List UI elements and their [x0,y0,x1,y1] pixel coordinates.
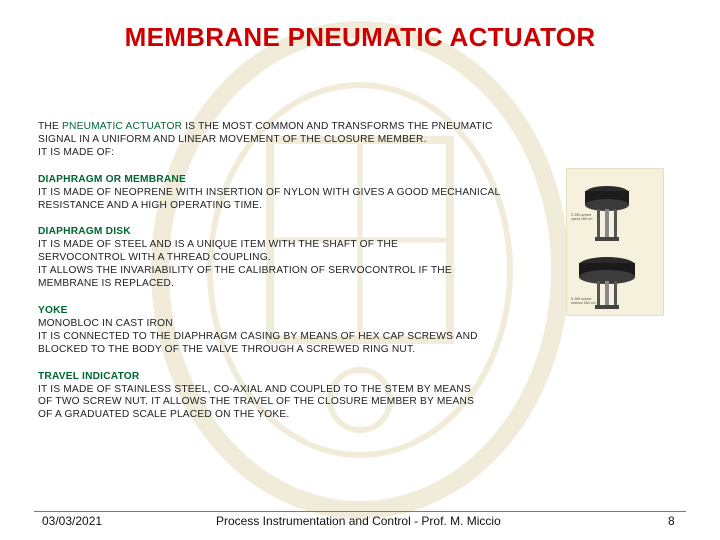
slide-body [38,121,538,436]
caption-line: sezione 564 cm [571,301,596,305]
slide-title: MEMBRANE PNEUMATIC ACTUATOR [124,22,596,52]
actuator-photo [566,168,664,316]
section-diaphragm [38,174,538,213]
photo-caption-bottom [571,297,596,305]
section-line: BLOCKED TO THE BODY OF THE VALVE THROUGH A SCREWED RING NUT. [38,343,416,355]
section-travel-indicator [38,371,538,423]
footer-page-number: 8 [668,514,675,528]
photo-caption-top [571,213,592,221]
caption-line: opera 285 cm [571,217,593,221]
section-heading: DIAPHRAGM OR MEMBRANE [38,173,186,185]
caption-line: S 285 azione [571,297,592,301]
footer-course: Process Instrumentation and Control - Prof. M. Miccio [216,514,501,528]
intro-rest: IS THE MOST COMMON AND TRANSFORMS THE PNEUMATIC [182,121,493,132]
section-line: OF TWO SCREW NUT. IT ALLOWS THE TRAVEL OF THE CLOSURE MEMBER BY MEANS [38,396,475,408]
intro-line: IT IS MADE OF: [38,146,115,158]
intro-paragraph [38,121,538,160]
section-line: IT ALLOWS THE INVARIABILITY OF THE CALIBRATION OF SERVOCONTROL IF THE [38,265,452,277]
section-line: OF A GRADUATED SCALE PLACED ON THE YOKE. [38,409,290,421]
section-line: IT IS MADE OF STEEL AND IS A UNIQUE ITEM WITH THE SHAFT OF THE [38,239,398,251]
section-line: IT IS CONNECTED TO THE DIAPHRAGM CASING BY MEANS OF HEX CAP SCREWS AND [38,330,478,342]
intro-lead: THE [38,121,63,132]
intro-line: SIGNAL IN A UNIFORM AND LINEAR MOVEMENT OF THE CLOSURE MEMBER. [38,133,427,145]
section-heading: YOKE [38,304,68,316]
footer-divider [34,511,686,512]
footer-date: 03/03/2021 [42,514,103,528]
section-line: SERVOCONTROL WITH A THREAD COUPLING. [38,252,271,264]
section-yoke [38,305,538,357]
section-diaphragm-disk [38,226,538,291]
section-heading: TRAVEL INDICATOR [38,370,140,382]
section-line: IT IS MADE OF NEOPRENE WITH INSERTION OF NYLON WITH GIVES A GOOD MECHANICAL [38,186,501,198]
caption-line: S 285 azione [571,213,592,217]
section-line: MONOBLOC IN CAST IRON [38,317,173,329]
section-line: IT IS MADE OF STAINLESS STEEL, CO-AXIAL AND COUPLED TO THE STEM BY MEANS [38,383,471,395]
section-heading: DIAPHRAGM DISK [38,226,131,238]
intro-highlight: PNEUMATIC ACTUATOR [62,121,183,132]
section-line: MEMBRANE IS REPLACED. [38,278,175,290]
section-line: RESISTANCE AND A HIGH OPERATING TIME. [38,199,263,211]
actuator-illustration [567,169,663,315]
